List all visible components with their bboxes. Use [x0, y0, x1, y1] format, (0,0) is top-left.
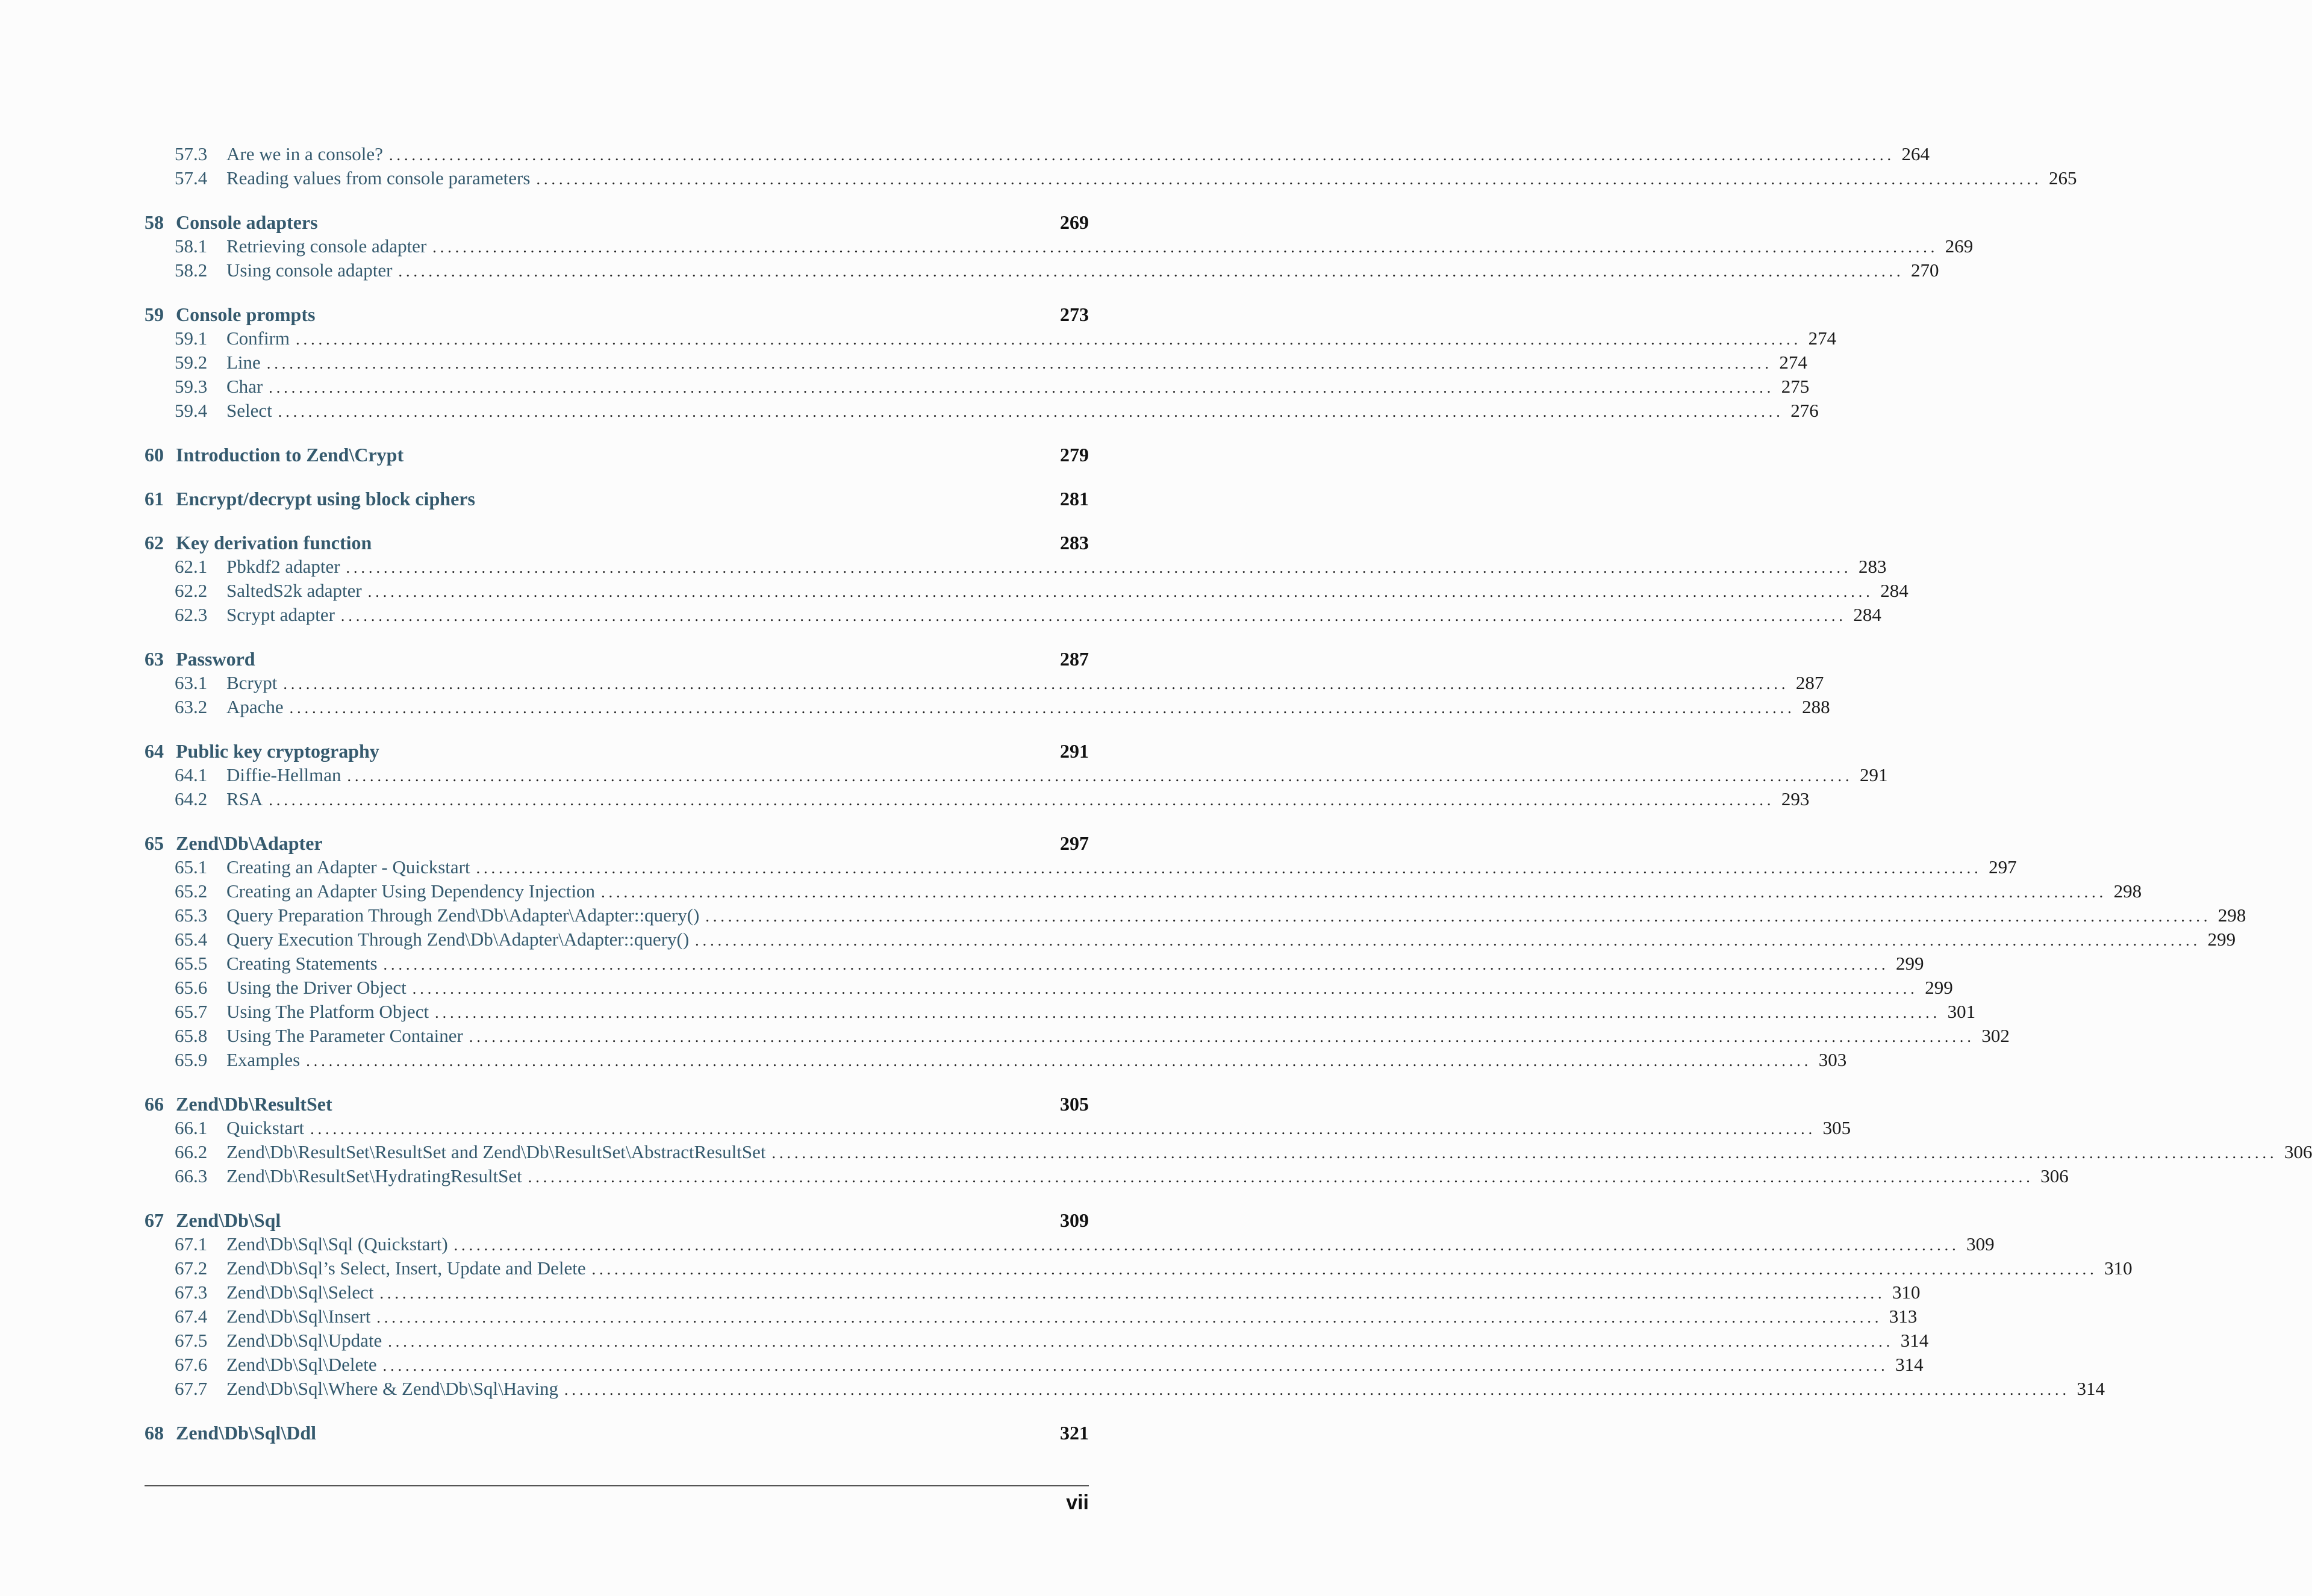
section-number: 67.7	[175, 1378, 208, 1399]
section-number: 65.2	[175, 881, 208, 902]
section-title-link[interactable]: Creating an Adapter - Quickstart	[226, 856, 470, 877]
section-title-link[interactable]: Bcrypt	[226, 672, 278, 693]
section-number: 59.2	[175, 352, 208, 373]
section-entry[interactable]	[145, 1117, 1851, 1141]
section-number: 62.1	[175, 556, 208, 577]
section-page-number: 287	[1795, 672, 1824, 693]
chapter-entry[interactable]	[145, 211, 1089, 235]
section-title-link[interactable]: Are we in a console?	[226, 143, 383, 164]
dot-leader: ........................................................................................................................................................................................................	[388, 1333, 1894, 1350]
section-title-link[interactable]: Creating an Adapter Using Dependency Injection	[226, 881, 596, 902]
section-title-link[interactable]: Quickstart	[226, 1117, 305, 1138]
section-title-link[interactable]: Zend\Db\Sql\Insert	[226, 1306, 371, 1327]
footer-rule	[145, 1485, 1089, 1486]
section-title-link[interactable]: Zend\Db\ResultSet\ResultSet and Zend\Db\ResultSet\AbstractResultSet	[226, 1141, 766, 1162]
chapter-page-number: 287	[1060, 648, 1089, 670]
section-number: 64.2	[175, 788, 208, 809]
section-title-link[interactable]: Zend\Db\Sql\Update	[226, 1330, 382, 1351]
section-page-number: 265	[2048, 167, 2077, 189]
chapter-number: 63	[145, 648, 164, 670]
chapter-title-link[interactable]: Zend\Db\Sql\Ddl	[176, 1422, 316, 1444]
section-page-number: 314	[1895, 1354, 1924, 1375]
section-number: 65.1	[175, 856, 208, 877]
dot-leader: ........................................................................................................................................................................................................	[269, 379, 1775, 396]
chapter-entry[interactable]	[145, 488, 1089, 512]
section-title-link[interactable]: Zend\Db\Sql\Delete	[226, 1354, 377, 1375]
chapter-number: 64	[145, 740, 164, 762]
section-entry[interactable]	[145, 929, 2236, 953]
dot-leader: ........................................................................................................................................................................................................	[266, 355, 1772, 372]
section-entry[interactable]	[145, 1141, 2312, 1165]
section-page-number: 298	[2113, 881, 2142, 902]
section-number: 63.2	[175, 696, 208, 717]
dot-leader: ........................................................................................................................................................................................................	[601, 884, 2107, 901]
chapter-entry[interactable]	[145, 832, 1089, 856]
chapter-title-link[interactable]: Zend\Db\Sql	[176, 1209, 281, 1231]
section-entry[interactable]	[145, 672, 1824, 696]
chapter-entry[interactable]	[145, 444, 1089, 468]
dot-leader: ........................................................................................................................................................................................................	[346, 559, 1852, 576]
dot-leader: ........................................................................................................................................................................................................	[283, 675, 1789, 693]
section-entry[interactable]	[145, 1306, 1918, 1330]
section-number: 57.4	[175, 167, 208, 189]
section-page-number: 306	[2284, 1141, 2312, 1162]
section-page-number: 298	[2217, 905, 2246, 926]
section-number: 65.4	[175, 929, 208, 950]
section-number: 62.2	[175, 580, 208, 601]
section-number: 67.3	[175, 1282, 208, 1303]
dot-leader: ........................................................................................................................................................................................................	[382, 1357, 1889, 1374]
chapter-number: 62	[145, 532, 164, 553]
section-entry[interactable]	[145, 953, 1924, 977]
section-entry[interactable]	[145, 1282, 1921, 1306]
section-entry[interactable]	[145, 604, 1881, 628]
dot-leader: ........................................................................................................................................................................................................	[591, 1261, 2098, 1278]
chapter-title-link[interactable]: Console adapters	[176, 211, 318, 233]
toc-chapter	[145, 304, 1837, 424]
chapter-entry[interactable]	[145, 532, 1089, 556]
toc-chapter	[145, 832, 2246, 1073]
section-title-link[interactable]: Retrieving console adapter	[226, 235, 427, 257]
dot-leader: ........................................................................................................................................................................................................	[289, 699, 1795, 717]
chapter-title-link[interactable]: Key derivation function	[176, 532, 372, 553]
chapter-entry[interactable]	[145, 740, 1089, 764]
chapter-title-link[interactable]: Zend\Db\ResultSet	[176, 1093, 332, 1115]
chapter-page-number: 321	[1060, 1422, 1089, 1444]
table-of-contents	[145, 143, 2312, 1466]
section-title-link[interactable]: Examples	[226, 1049, 301, 1070]
chapter-title-link[interactable]: Password	[176, 648, 255, 670]
dot-leader: ........................................................................................................................................................................................................	[528, 1168, 2034, 1186]
page-number: vii	[1066, 1491, 1089, 1514]
dot-leader: ........................................................................................................................................................................................................	[340, 607, 1846, 625]
section-page-number: 310	[1892, 1282, 1921, 1303]
dot-leader: ........................................................................................................................................................................................................	[306, 1052, 1812, 1070]
section-page-number: 269	[1945, 235, 1974, 257]
toc-chapter	[145, 143, 2077, 192]
section-number: 65.3	[175, 905, 208, 926]
section-entry[interactable]	[145, 696, 1830, 720]
section-number: 65.5	[175, 953, 208, 974]
chapter-number: 66	[145, 1093, 164, 1115]
dot-leader: ........................................................................................................................................................................................................	[379, 1285, 1886, 1302]
section-title-link[interactable]: SaltedS2k adapter	[226, 580, 362, 601]
section-number: 59.1	[175, 328, 208, 349]
section-entry[interactable]	[145, 260, 1939, 284]
dot-leader: ........................................................................................................................................................................................................	[695, 932, 2201, 949]
section-title-link[interactable]: Diffie-Hellman	[226, 764, 341, 785]
chapter-number: 67	[145, 1209, 164, 1231]
section-page-number: 314	[1900, 1330, 1929, 1351]
section-entry[interactable]	[145, 1378, 2105, 1402]
dot-leader: ........................................................................................................................................................................................................	[432, 238, 1939, 256]
chapter-entry[interactable]	[145, 1422, 1089, 1446]
section-title-link[interactable]: Query Execution Through Zend\Db\Adapter\Adapter::query()	[226, 929, 690, 950]
section-title-link[interactable]: Char	[226, 376, 263, 397]
section-entry[interactable]	[145, 1165, 2069, 1189]
section-number: 67.1	[175, 1233, 208, 1255]
chapter-page-number: 281	[1060, 488, 1089, 510]
section-page-number: 302	[1981, 1025, 2010, 1046]
section-entry[interactable]	[145, 167, 2077, 192]
section-entry[interactable]	[145, 881, 2142, 905]
section-entry[interactable]	[145, 400, 1819, 424]
section-page-number: 274	[1808, 328, 1837, 349]
section-title-link[interactable]: Select	[226, 400, 272, 421]
section-page-number: 264	[1901, 143, 1930, 164]
section-title-link[interactable]: Using the Driver Object	[226, 977, 407, 998]
chapter-number: 61	[145, 488, 164, 510]
dot-leader: ........................................................................................................................................................................................................	[367, 583, 1874, 600]
section-title-link[interactable]: Scrypt adapter	[226, 604, 335, 625]
section-entry[interactable]	[145, 977, 1953, 1001]
dot-leader: ........................................................................................................................................................................................................	[536, 170, 2042, 188]
section-title-link[interactable]: Reading values from console parameters	[226, 167, 531, 189]
section-page-number: 293	[1781, 788, 1810, 809]
chapter-entry[interactable]	[145, 304, 1089, 328]
chapter-number: 59	[145, 304, 164, 325]
section-page-number: 303	[1818, 1049, 1847, 1070]
section-page-number: 299	[1925, 977, 1953, 998]
section-page-number: 310	[2104, 1258, 2133, 1279]
section-title-link[interactable]: Using The Parameter Container	[226, 1025, 463, 1046]
section-page-number: 270	[1910, 260, 1939, 281]
section-entry[interactable]	[145, 1049, 1847, 1073]
section-title-link[interactable]: Zend\Db\Sql\Where & Zend\Db\Sql\Having	[226, 1378, 559, 1399]
section-page-number: 283	[1859, 556, 1887, 577]
section-title-link[interactable]: Line	[226, 352, 261, 373]
section-page-number: 291	[1860, 764, 1888, 785]
chapter-number: 58	[145, 211, 164, 233]
section-page-number: 299	[1896, 953, 1924, 974]
section-page-number: 297	[1989, 856, 2017, 877]
section-page-number: 288	[1802, 696, 1830, 717]
section-entry[interactable]	[145, 556, 1887, 580]
section-number: 67.2	[175, 1258, 208, 1279]
section-number: 66.1	[175, 1117, 208, 1138]
chapter-page-number: 309	[1060, 1209, 1089, 1231]
section-number: 59.3	[175, 376, 208, 397]
dot-leader: ........................................................................................................................................................................................................	[383, 956, 1889, 973]
section-number: 66.2	[175, 1141, 208, 1162]
section-page-number: 309	[1966, 1233, 1995, 1255]
section-entry[interactable]	[145, 235, 1974, 260]
section-page-number: 314	[2077, 1378, 2105, 1399]
section-title-link[interactable]: Confirm	[226, 328, 290, 349]
section-entry[interactable]	[145, 1233, 1995, 1258]
section-number: 57.3	[175, 143, 208, 164]
dot-leader: ........................................................................................................................................................................................................	[269, 791, 1775, 809]
toc-chapter	[145, 1422, 1089, 1446]
chapter-page-number: 273	[1060, 304, 1089, 325]
chapter-page-number: 297	[1060, 832, 1089, 854]
section-entry[interactable]	[145, 1001, 1976, 1025]
section-number: 65.9	[175, 1049, 208, 1070]
section-number: 65.6	[175, 977, 208, 998]
section-number: 67.4	[175, 1306, 208, 1327]
section-number: 65.7	[175, 1001, 208, 1022]
section-page-number: 276	[1790, 400, 1819, 421]
dot-leader: ........................................................................................................................................................................................................	[310, 1120, 1816, 1138]
section-entry[interactable]	[145, 764, 1888, 788]
section-number: 64.1	[175, 764, 208, 785]
chapter-number: 65	[145, 832, 164, 854]
toc-chapter	[145, 532, 1908, 628]
toc-chapter	[145, 444, 1089, 468]
chapter-title-link[interactable]: Public key cryptography	[176, 740, 379, 762]
section-title-link[interactable]: Zend\Db\Sql\Select	[226, 1282, 374, 1303]
section-title-link[interactable]: RSA	[226, 788, 263, 809]
section-entry[interactable]	[145, 1354, 1924, 1378]
section-title-link[interactable]: Query Preparation Through Zend\Db\Adapter\Adapter::query()	[226, 905, 700, 926]
dot-leader: ........................................................................................................................................................................................................	[771, 1144, 2278, 1162]
chapter-page-number: 279	[1060, 444, 1089, 466]
dot-leader: ........................................................................................................................................................................................................	[705, 908, 2211, 925]
section-title-link[interactable]: Using console adapter	[226, 260, 393, 281]
dot-leader: ........................................................................................................................................................................................................	[564, 1381, 2071, 1398]
dot-leader: ........................................................................................................................................................................................................	[476, 859, 1982, 877]
section-entry[interactable]	[145, 580, 1908, 604]
chapter-page-number: 283	[1060, 532, 1089, 553]
section-entry[interactable]	[145, 143, 1930, 167]
chapter-number: 68	[145, 1422, 164, 1444]
section-page-number: 313	[1889, 1306, 1918, 1327]
section-number: 62.3	[175, 604, 208, 625]
chapter-page-number: 291	[1060, 740, 1089, 762]
toc-chapter	[145, 1093, 2312, 1189]
section-page-number: 284	[1853, 604, 1881, 625]
section-page-number: 305	[1822, 1117, 1851, 1138]
section-number: 63.1	[175, 672, 208, 693]
chapter-entry[interactable]	[145, 1093, 1089, 1117]
dot-leader: ........................................................................................................................................................................................................	[388, 146, 1895, 164]
chapter-page-number: 269	[1060, 211, 1089, 233]
section-title-link[interactable]: Pbkdf2 adapter	[226, 556, 340, 577]
dot-leader: ........................................................................................................................................................................................................	[376, 1309, 1883, 1326]
section-page-number: 274	[1779, 352, 1807, 373]
section-title-link[interactable]: Zend\Db\Sql’s Select, Insert, Update and Delete	[226, 1258, 586, 1279]
section-entry[interactable]	[145, 788, 1810, 812]
chapter-page-number: 305	[1060, 1093, 1089, 1115]
dot-leader: ........................................................................................................................................................................................................	[278, 403, 1784, 420]
section-number: 66.3	[175, 1165, 208, 1186]
dot-leader: ........................................................................................................................................................................................................	[412, 980, 1918, 997]
dot-leader: ........................................................................................................................................................................................................	[296, 331, 1802, 348]
section-number: 58.2	[175, 260, 208, 281]
toc-chapter	[145, 1209, 2133, 1402]
section-entry[interactable]	[145, 352, 1807, 376]
section-page-number: 306	[2040, 1165, 2069, 1186]
section-entry[interactable]	[145, 328, 1837, 352]
toc-chapter	[145, 211, 1974, 284]
chapter-number: 60	[145, 444, 164, 466]
chapter-title-link[interactable]: Console prompts	[176, 304, 316, 325]
chapter-entry[interactable]	[145, 648, 1089, 672]
section-page-number: 299	[2207, 929, 2236, 950]
dot-leader: ........................................................................................................................................................................................................	[398, 263, 1904, 280]
section-title-link[interactable]: Creating Statements	[226, 953, 378, 974]
chapter-entry[interactable]	[145, 1209, 1089, 1233]
toc-chapter	[145, 488, 1089, 512]
section-title-link[interactable]: Zend\Db\Sql\Sql (Quickstart)	[226, 1233, 448, 1255]
section-title-link[interactable]: Zend\Db\ResultSet\HydratingResultSet	[226, 1165, 522, 1186]
chapter-title-link[interactable]: Zend\Db\Adapter	[176, 832, 323, 854]
section-entry[interactable]	[145, 1025, 2010, 1049]
chapter-title-link[interactable]: Encrypt/decrypt using block ciphers	[176, 488, 475, 510]
section-number: 65.8	[175, 1025, 208, 1046]
dot-leader: ........................................................................................................................................................................................................	[453, 1236, 1960, 1254]
section-number: 58.1	[175, 235, 208, 257]
section-title-link[interactable]: Apache	[226, 696, 284, 717]
section-page-number: 284	[1880, 580, 1908, 601]
dot-leader: ........................................................................................................................................................................................................	[435, 1004, 1941, 1021]
section-title-link[interactable]: Using The Platform Object	[226, 1001, 429, 1022]
section-page-number: 301	[1947, 1001, 1976, 1022]
dot-leader: ........................................................................................................................................................................................................	[347, 767, 1853, 785]
section-entry[interactable]	[145, 376, 1810, 400]
section-number: 59.4	[175, 400, 208, 421]
toc-chapter	[145, 648, 1830, 720]
section-entry[interactable]	[145, 905, 2246, 929]
section-entry[interactable]	[145, 856, 2017, 881]
section-entry[interactable]	[145, 1258, 2133, 1282]
section-number: 67.6	[175, 1354, 208, 1375]
section-page-number: 275	[1781, 376, 1810, 397]
dot-leader: ........................................................................................................................................................................................................	[469, 1028, 1975, 1046]
section-number: 67.5	[175, 1330, 208, 1351]
section-entry[interactable]	[145, 1330, 1929, 1354]
chapter-title-link[interactable]: Introduction to Zend\Crypt	[176, 444, 404, 466]
toc-chapter	[145, 740, 1888, 812]
